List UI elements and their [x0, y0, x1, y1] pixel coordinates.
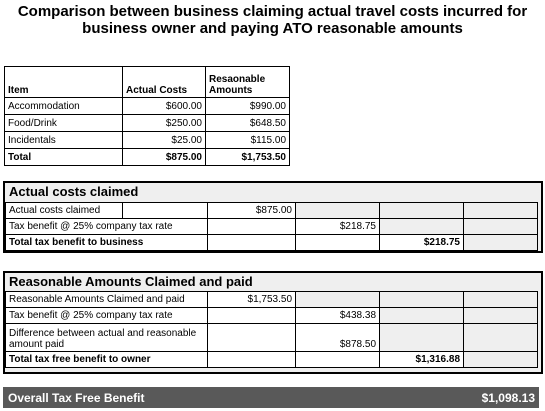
actual-costs-heading: Actual costs claimed: [9, 184, 139, 199]
table-header-row: [5, 67, 290, 98]
row-label: Total tax free benefit to owner: [6, 352, 208, 368]
column-header-item: Item: [5, 67, 123, 98]
item-cell: Accommodation: [5, 98, 123, 115]
value-cell: $438.38: [296, 308, 380, 324]
actual-cost-total: $875.00: [123, 149, 206, 166]
overall-benefit-bar: [3, 387, 539, 408]
table-row: [6, 219, 538, 235]
total-row: [5, 149, 290, 166]
actual-costs-table: [5, 202, 538, 251]
row-label: Difference between actual and reasonable amount paid: [6, 324, 208, 352]
reasonable-amounts-heading: Reasonable Amounts Claimed and paid: [9, 274, 253, 289]
value-cell: $1,316.88: [380, 352, 464, 368]
value-cell: $878.50: [296, 324, 380, 352]
page-title: Comparison between business claiming actual travel costs incurred for business owner and paying ATO reasonable amounts: [17, 3, 528, 37]
table-row: [6, 308, 538, 324]
table-row: [6, 324, 538, 352]
reasonable-amounts-table: [5, 291, 538, 368]
column-header-actual-costs: Actual Costs: [123, 67, 206, 98]
total-row: [6, 235, 538, 251]
reasonable-amount-cell: $648.50: [206, 115, 290, 132]
total-row: [6, 352, 538, 368]
item-cell: Incidentals: [5, 132, 123, 149]
overall-benefit-label: Overall Tax Free Benefit: [8, 391, 145, 405]
table-row: [6, 203, 538, 219]
overall-benefit-value: $1,098.13: [481, 391, 535, 405]
table-row: [5, 115, 290, 132]
reasonable-amount-total: $1,753.50: [206, 149, 290, 166]
table-row: [5, 98, 290, 115]
row-label: Actual costs claimed: [6, 203, 123, 219]
item-cell: Food/Drink: [5, 115, 123, 132]
actual-cost-cell: $600.00: [123, 98, 206, 115]
reasonable-amount-cell: $115.00: [206, 132, 290, 149]
row-label: Tax benefit @ 25% company tax rate: [6, 308, 208, 324]
value-cell: $218.75: [380, 235, 464, 251]
value-cell: $218.75: [296, 219, 380, 235]
actual-cost-cell: $250.00: [123, 115, 206, 132]
value-cell: $875.00: [208, 203, 296, 219]
row-label: Reasonable Amounts Claimed and paid: [6, 292, 208, 308]
reasonable-amount-cell: $990.00: [206, 98, 290, 115]
value-cell: $1,753.50: [208, 292, 296, 308]
row-label: Tax benefit @ 25% company tax rate: [6, 219, 208, 235]
row-label: Total tax benefit to business: [6, 235, 208, 251]
table-row: [5, 132, 290, 149]
actual-cost-cell: $25.00: [123, 132, 206, 149]
table-row: [6, 292, 538, 308]
comparison-table: [4, 66, 290, 166]
item-cell: Total: [5, 149, 123, 166]
column-header-reasonable-amounts: Resaonable Amounts: [206, 67, 290, 98]
